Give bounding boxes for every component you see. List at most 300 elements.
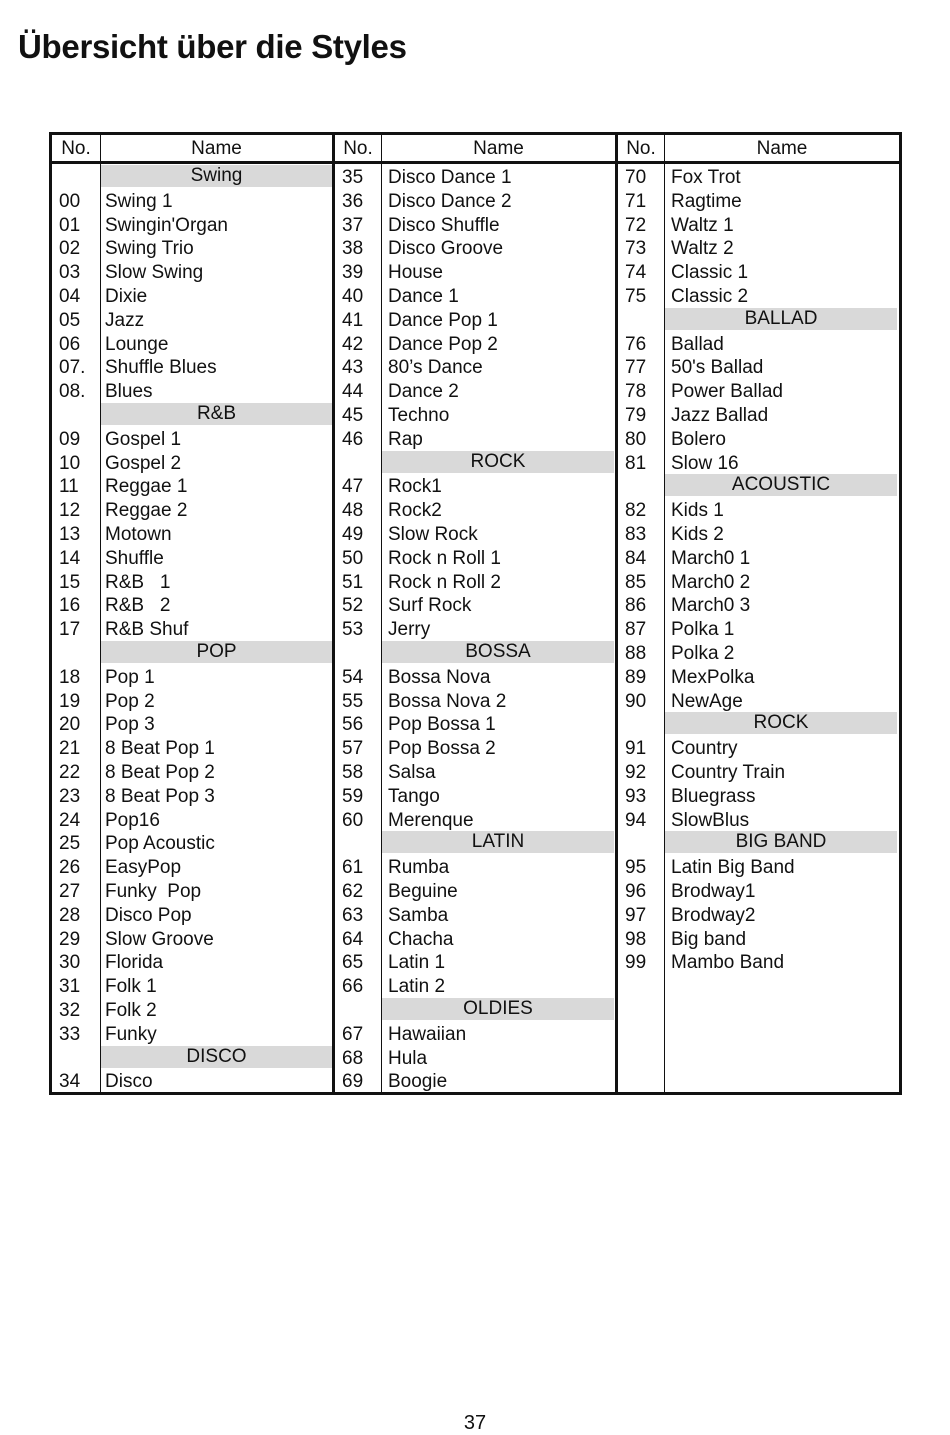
table-row <box>335 309 615 333</box>
category-header: Swing <box>101 165 332 187</box>
table-row <box>52 1023 329 1047</box>
style-name: Blues <box>105 381 153 403</box>
style-number: 44 <box>342 381 364 403</box>
style-name: 8 Beat Pop 3 <box>105 785 215 807</box>
style-number: 22 <box>59 762 81 783</box>
style-number: 06 <box>59 333 81 355</box>
table-row <box>335 928 615 952</box>
style-name: Mambo Band <box>671 952 785 974</box>
style-number: 33 <box>59 1023 81 1045</box>
style-number: 92 <box>625 762 647 783</box>
table-row <box>52 618 329 642</box>
style-number: 89 <box>625 666 647 688</box>
table-row <box>52 904 329 928</box>
style-name: Funky <box>105 1023 157 1045</box>
style-name: Tango <box>388 785 440 807</box>
category-header: OLDIES <box>382 998 614 1020</box>
table-row <box>52 380 329 404</box>
category-header: BOSSA <box>382 641 614 663</box>
style-name: Slow Groove <box>105 928 214 950</box>
style-number: 28 <box>59 904 81 926</box>
table-row <box>52 832 329 856</box>
style-name: Lounge <box>105 333 169 355</box>
category-header: R&B <box>101 403 332 425</box>
table-row <box>52 428 329 452</box>
table-row <box>52 785 329 809</box>
category-header: ROCK <box>665 712 897 734</box>
table-row <box>618 785 898 809</box>
style-number: 04 <box>59 286 81 307</box>
table-row <box>52 951 329 975</box>
table-row <box>618 951 898 975</box>
style-name: MexPolka <box>671 666 755 688</box>
style-name: Samba <box>388 904 449 926</box>
table-row <box>618 190 898 214</box>
header-name: Name <box>756 138 808 159</box>
style-name: Reggae 1 <box>105 476 188 498</box>
style-name: Disco <box>105 1071 153 1093</box>
style-number: 88 <box>625 643 647 664</box>
style-name: 8 Beat Pop 1 <box>105 738 215 760</box>
table-row <box>335 190 615 214</box>
style-name: Big band <box>671 928 747 950</box>
table-row <box>335 1047 615 1071</box>
style-number: 53 <box>342 619 364 641</box>
style-number: 64 <box>342 928 364 950</box>
style-number: 43 <box>342 357 364 379</box>
style-name: Kids 1 <box>671 500 724 522</box>
header-name: Name <box>191 138 242 159</box>
page-number: 37 <box>463 1412 487 1434</box>
table-row <box>618 642 898 666</box>
style-number: 68 <box>342 1047 364 1069</box>
style-number: 81 <box>625 452 647 474</box>
style-name: Rock1 <box>388 476 442 498</box>
table-row <box>335 737 615 761</box>
style-name: Bossa Nova <box>388 666 491 688</box>
table-row <box>335 547 615 571</box>
table-row <box>335 666 615 690</box>
style-number: 72 <box>625 214 647 236</box>
style-name: Salsa <box>388 762 436 783</box>
style-name: Pop Bossa 2 <box>388 738 496 760</box>
style-number: 85 <box>625 571 647 593</box>
style-name: March0 3 <box>671 595 751 617</box>
style-number: 56 <box>342 714 364 736</box>
style-name: NewAge <box>671 690 743 712</box>
style-number: 08. <box>59 381 86 403</box>
style-number: 84 <box>625 547 647 569</box>
style-number: 17 <box>59 619 81 641</box>
style-name: Bluegrass <box>671 785 756 807</box>
style-name: Dance Pop 1 <box>388 309 498 331</box>
style-number: 14 <box>59 547 81 569</box>
style-name: Dixie <box>105 286 148 307</box>
style-number: 59 <box>342 785 364 807</box>
table-row <box>335 475 615 499</box>
style-number: 07. <box>59 357 86 379</box>
style-name: Beguine <box>388 881 458 902</box>
style-number: 34 <box>59 1071 81 1093</box>
style-number: 94 <box>625 809 647 831</box>
style-number: 87 <box>625 619 647 641</box>
table-row <box>335 975 615 999</box>
style-number: 75 <box>625 286 647 307</box>
category-header: DISCO <box>101 1046 332 1068</box>
style-name: Funky Pop <box>105 881 202 902</box>
style-name: R&B 2 <box>105 595 171 617</box>
style-name: Shuffle Blues <box>105 357 217 379</box>
style-name: Rock2 <box>388 500 442 522</box>
style-name: Jerry <box>388 619 431 641</box>
style-number: 76 <box>625 333 647 355</box>
style-number: 71 <box>625 190 647 212</box>
style-number: 66 <box>342 976 364 998</box>
style-number: 80 <box>625 428 647 450</box>
table-row <box>52 356 329 380</box>
table-row <box>618 571 898 595</box>
table-row <box>52 809 329 833</box>
style-number: 78 <box>625 381 647 403</box>
table-row <box>52 261 329 285</box>
style-name: EasyPop <box>105 857 182 879</box>
style-number: 93 <box>625 785 647 807</box>
style-name: Bossa Nova 2 <box>388 690 507 712</box>
table-row <box>618 285 898 309</box>
style-number: 55 <box>342 690 364 712</box>
table-row <box>335 428 615 452</box>
style-name: Surf Rock <box>388 595 472 617</box>
table-row <box>618 761 898 785</box>
style-name: Chacha <box>388 928 454 950</box>
category-header: ROCK <box>382 451 614 473</box>
style-number: 21 <box>59 738 81 760</box>
style-name: Latin 1 <box>388 952 446 974</box>
page-title: Übersicht über die Styles <box>18 28 407 65</box>
style-name: Kids 2 <box>671 524 724 545</box>
table-row <box>52 309 329 333</box>
table-row <box>618 333 898 357</box>
style-name: Waltz 2 <box>671 238 734 260</box>
table-row <box>618 618 898 642</box>
table-row <box>52 333 329 357</box>
table-row <box>335 214 615 238</box>
style-number: 86 <box>625 595 647 617</box>
style-name: Rock n Roll 2 <box>388 571 501 593</box>
table-row <box>52 475 329 499</box>
style-number: 37 <box>342 214 364 236</box>
table-row <box>52 190 329 214</box>
style-name: Shuffle <box>105 547 164 569</box>
table-row <box>335 523 615 547</box>
style-number: 05 <box>59 309 81 331</box>
header-no: No. <box>626 138 656 159</box>
table-row <box>52 452 329 476</box>
table-row <box>52 1070 329 1094</box>
style-number: 73 <box>625 238 647 260</box>
style-name: R&B 1 <box>105 571 171 593</box>
style-number: 19 <box>59 690 81 712</box>
style-name: 8 Beat Pop 2 <box>105 762 215 783</box>
style-number: 18 <box>59 666 81 688</box>
style-name: Rumba <box>388 857 450 879</box>
style-name: Swing Trio <box>105 238 194 260</box>
table-row <box>335 499 615 523</box>
style-name: Power Ballad <box>671 381 783 403</box>
table-row <box>335 904 615 928</box>
style-number: 99 <box>625 952 647 974</box>
table-row <box>618 214 898 238</box>
table-row <box>335 285 615 309</box>
table-row <box>52 975 329 999</box>
style-name: Merenque <box>388 809 474 831</box>
style-name: Pop 2 <box>105 690 155 712</box>
table-row <box>335 761 615 785</box>
table-row <box>335 333 615 357</box>
style-number: 42 <box>342 333 364 355</box>
table-row <box>52 571 329 595</box>
style-name: House <box>388 262 443 284</box>
style-name: Rap <box>388 428 423 450</box>
table-row <box>52 761 329 785</box>
table-row <box>618 690 898 714</box>
table-row <box>52 499 329 523</box>
table-row <box>335 571 615 595</box>
style-number: 63 <box>342 904 364 926</box>
style-number: 35 <box>342 167 364 188</box>
style-number: 09 <box>59 428 81 450</box>
style-number: 62 <box>342 881 364 902</box>
style-number: 95 <box>625 857 647 879</box>
style-name: Polka 1 <box>671 619 735 641</box>
style-name: Slow Swing <box>105 262 204 284</box>
style-name: Gospel 2 <box>105 452 182 474</box>
style-name: R&B Shuf <box>105 619 189 641</box>
style-name: Bolero <box>671 428 726 450</box>
styles-table <box>49 132 902 1095</box>
table-row <box>335 809 615 833</box>
style-number: 41 <box>342 309 364 331</box>
table-row <box>618 237 898 261</box>
style-number: 54 <box>342 666 364 688</box>
style-name: Pop 3 <box>105 714 155 736</box>
style-number: 58 <box>342 762 364 783</box>
style-name: Ragtime <box>671 190 742 212</box>
table-row <box>52 547 329 571</box>
style-name: 80’s Dance <box>388 357 483 379</box>
style-name: Motown <box>105 524 172 545</box>
table-row <box>335 594 615 618</box>
style-number: 96 <box>625 881 647 902</box>
style-name: Pop 1 <box>105 666 155 688</box>
style-name: Dance Pop 2 <box>388 333 498 355</box>
style-number: 51 <box>342 571 364 593</box>
style-number: 48 <box>342 500 364 522</box>
table-row <box>618 404 898 428</box>
style-number: 70 <box>625 167 647 188</box>
style-name: Brodway2 <box>671 904 756 926</box>
table-row <box>52 690 329 714</box>
table-row <box>618 261 898 285</box>
table-row <box>52 594 329 618</box>
table-row <box>618 880 898 904</box>
style-number: 24 <box>59 809 81 831</box>
table-row <box>52 214 329 238</box>
style-number: 98 <box>625 928 647 950</box>
style-number: 79 <box>625 405 647 426</box>
category-header: BALLAD <box>665 308 897 330</box>
category-header: POP <box>101 641 332 663</box>
table-row <box>335 690 615 714</box>
style-number: 82 <box>625 500 647 522</box>
style-number: 45 <box>342 405 364 426</box>
style-number: 67 <box>342 1023 364 1045</box>
style-number: 74 <box>625 262 647 284</box>
table-row <box>335 856 615 880</box>
style-name: Dance 1 <box>388 286 459 307</box>
table-row <box>335 785 615 809</box>
style-number: 27 <box>59 881 81 902</box>
style-number: 77 <box>625 357 647 379</box>
table-row <box>52 856 329 880</box>
style-name: Slow Rock <box>388 524 478 545</box>
style-name: Techno <box>388 405 450 426</box>
style-name: Disco Groove <box>388 238 504 260</box>
style-number: 46 <box>342 428 364 450</box>
table-row <box>618 380 898 404</box>
style-name: Country <box>671 738 738 760</box>
table-row <box>335 1070 615 1094</box>
table-row <box>335 261 615 285</box>
style-number: 01 <box>59 214 81 236</box>
style-name: Rock n Roll 1 <box>388 547 501 569</box>
style-number: 50 <box>342 547 364 569</box>
style-name: Hula <box>388 1047 428 1069</box>
table-row <box>618 452 898 476</box>
table-row <box>618 737 898 761</box>
table-row <box>618 856 898 880</box>
style-name: Florida <box>105 952 164 974</box>
table-row <box>335 951 615 975</box>
style-number: 49 <box>342 524 364 545</box>
style-name: Latin Big Band <box>671 857 795 879</box>
style-name: Ballad <box>671 333 724 355</box>
table-row <box>52 737 329 761</box>
style-name: Disco Dance 1 <box>388 167 512 188</box>
style-name: Pop16 <box>105 809 160 831</box>
table-row <box>618 428 898 452</box>
style-number: 40 <box>342 286 364 307</box>
style-number: 11 <box>59 476 79 498</box>
style-name: Polka 2 <box>671 643 735 664</box>
header-no: No. <box>61 138 91 159</box>
style-name: Folk 1 <box>105 976 157 998</box>
style-number: 65 <box>342 952 364 974</box>
header-no: No. <box>343 138 373 159</box>
style-name: Brodway1 <box>671 881 756 902</box>
style-name: Folk 2 <box>105 1000 157 1021</box>
table-row <box>618 904 898 928</box>
style-number: 39 <box>342 262 364 284</box>
style-number: 47 <box>342 476 364 498</box>
style-name: SlowBlus <box>671 809 750 831</box>
table-row <box>52 880 329 904</box>
style-number: 30 <box>59 952 81 974</box>
header-rule <box>52 161 899 164</box>
style-name: Pop Bossa 1 <box>388 714 496 736</box>
style-name: Jazz <box>105 309 145 331</box>
table-row <box>618 499 898 523</box>
table-row <box>52 237 329 261</box>
table-row <box>618 356 898 380</box>
table-row <box>618 809 898 833</box>
style-name: Boogie <box>388 1071 448 1093</box>
table-row <box>335 713 615 737</box>
table-row <box>618 928 898 952</box>
style-number: 57 <box>342 738 364 760</box>
style-name: March0 1 <box>671 547 751 569</box>
table-row <box>335 880 615 904</box>
table-row <box>618 523 898 547</box>
table-row <box>335 356 615 380</box>
style-name: Classic 2 <box>671 286 749 307</box>
style-number: 61 <box>342 857 364 879</box>
header-name: Name <box>473 138 524 159</box>
style-number: 31 <box>59 976 81 998</box>
style-name: Classic 1 <box>671 262 749 284</box>
style-name: Hawaiian <box>388 1023 467 1045</box>
table-row <box>335 237 615 261</box>
style-number: 12 <box>59 500 81 522</box>
style-number: 10 <box>59 452 81 474</box>
style-name: Jazz Ballad <box>671 405 769 426</box>
table-row <box>52 523 329 547</box>
table-row <box>618 594 898 618</box>
style-number: 16 <box>59 595 81 617</box>
style-number: 90 <box>625 690 647 712</box>
table-row <box>618 166 898 190</box>
style-number: 25 <box>59 833 81 855</box>
style-name: Latin 2 <box>388 976 446 998</box>
table-row <box>52 713 329 737</box>
style-number: 02 <box>59 238 81 260</box>
style-number: 91 <box>625 738 647 760</box>
style-number: 13 <box>59 524 81 545</box>
category-header: BIG BAND <box>665 831 897 853</box>
style-number: 69 <box>342 1071 364 1093</box>
style-name: Country Train <box>671 762 786 783</box>
table-row <box>52 999 329 1023</box>
style-number: 97 <box>625 904 647 926</box>
style-name: Reggae 2 <box>105 500 188 522</box>
category-header: LATIN <box>382 831 614 853</box>
table-row <box>335 1023 615 1047</box>
style-number: 52 <box>342 595 364 617</box>
table-row <box>618 547 898 571</box>
style-number: 38 <box>342 238 364 260</box>
style-number: 60 <box>342 809 364 831</box>
table-row <box>335 618 615 642</box>
style-number: 23 <box>59 785 81 807</box>
style-name: Swing 1 <box>105 190 173 212</box>
style-name: Gospel 1 <box>105 428 182 450</box>
style-number: 83 <box>625 524 647 545</box>
table-row <box>335 166 615 190</box>
style-number: 03 <box>59 262 81 284</box>
style-number: 00 <box>59 190 81 212</box>
style-name: Pop Acoustic <box>105 833 215 855</box>
style-name: Waltz 1 <box>671 214 734 236</box>
